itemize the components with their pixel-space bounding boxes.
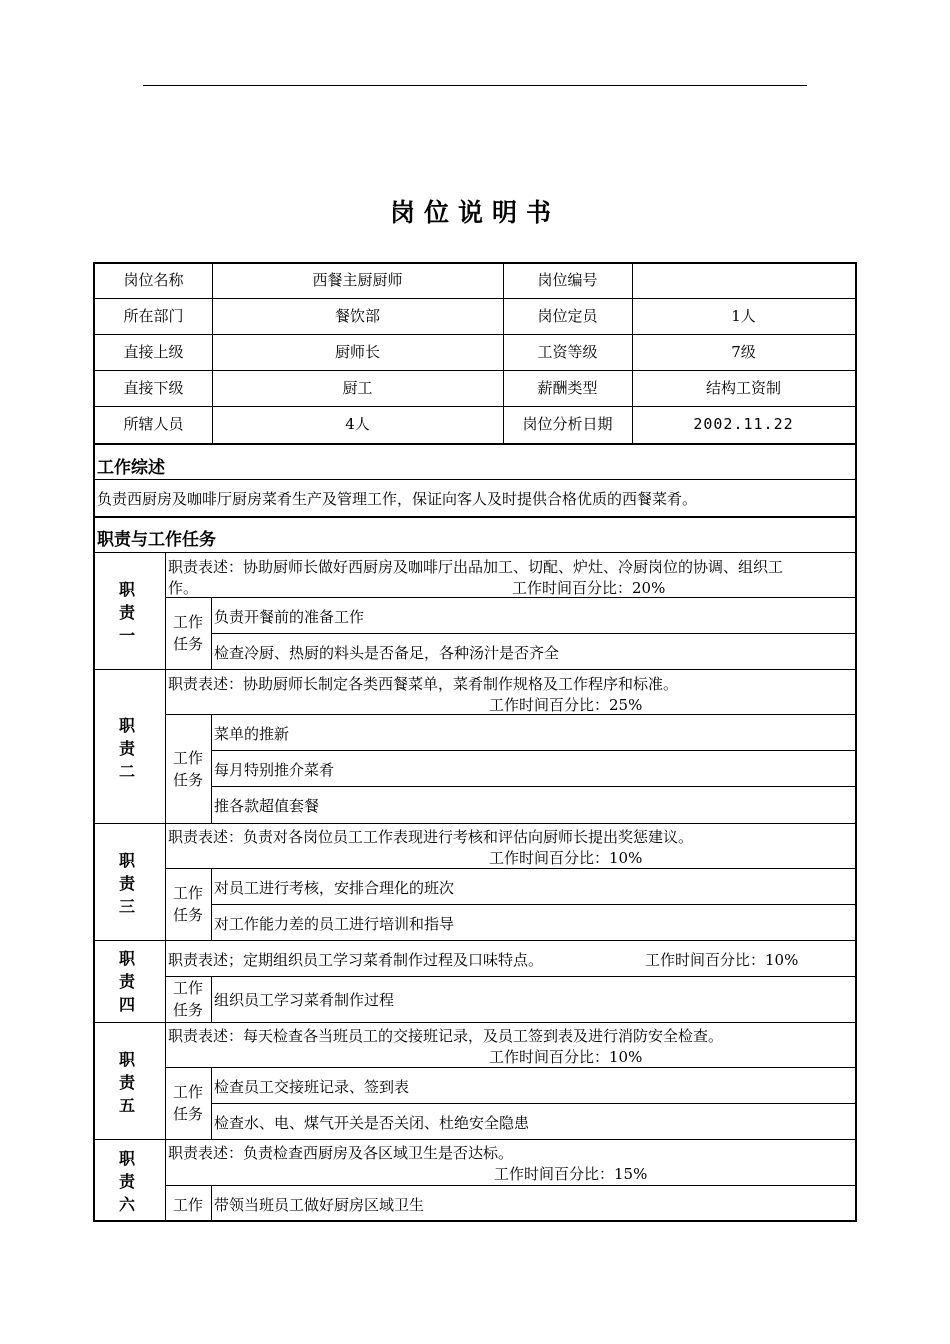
label-analysis-date: 岗位分析日期 (522, 415, 613, 433)
duty-5-task-1: 检查员工交接班记录、签到表 (214, 1078, 410, 1096)
duties-heading: 职责与工作任务 (97, 530, 216, 550)
duty-5-task-label (166, 1081, 210, 1125)
label-direct-superior: 直接上级 (123, 343, 184, 361)
duty-2-desc: 职责表述：协助厨师长制定各类西餐菜单，菜肴制作规格及工作程序和标准。 (168, 675, 679, 693)
duty-5-percent: 工作时间百分比：10% (489, 1048, 643, 1066)
col-divider (211, 1185, 212, 1222)
task-label-text: 工作任务 (173, 613, 204, 653)
row-divider (93, 823, 857, 824)
duty-2-task-3: 推各款超值套餐 (214, 797, 320, 815)
label-staff-managed: 所辖人员 (123, 415, 184, 433)
duty-6-task-label: 工作 (173, 1196, 204, 1214)
row-divider (93, 443, 857, 445)
label-direct-subordinate: 直接下级 (123, 379, 184, 397)
duty-3-task-1: 对员工进行考核，安排合理化的班次 (214, 879, 455, 897)
value-salary-grade: 7级 (731, 343, 756, 361)
duty-5-label-text: 职责五 (119, 1050, 136, 1115)
page-title: 岗位说明书 (389, 198, 560, 227)
duty-5-desc: 职责表述：每天检查各当班员工的交接班记录，及员工签到表及进行消防安全检查。 (168, 1027, 724, 1045)
duty-6-label-text: 职责六 (119, 1149, 136, 1214)
duty-2-label-text: 职责二 (119, 716, 136, 781)
duty-4-label (97, 947, 157, 1016)
duty-3-desc: 职责表述：负责对各岗位员工工作表现进行考核和评估向厨师长提出奖惩建议。 (168, 828, 694, 846)
header-rule (143, 85, 807, 86)
duty-5-label (97, 1048, 157, 1117)
row-divider (211, 786, 857, 787)
summary-heading: 工作综述 (97, 458, 165, 478)
row-divider (93, 479, 857, 480)
row-divider (211, 633, 857, 634)
row-divider (93, 1022, 857, 1023)
row-divider (165, 976, 857, 977)
duty-2-task-label (166, 747, 210, 791)
duty-1-task-1: 负责开餐前的准备工作 (214, 608, 365, 626)
duty-2-label (97, 714, 157, 783)
row-divider (165, 597, 857, 598)
row-divider (93, 1139, 857, 1140)
duty-2-task-1: 菜单的推新 (214, 725, 290, 743)
task-label-text: 工作任务 (173, 1083, 204, 1123)
task-label-text: 工作任务 (173, 979, 204, 1019)
row-divider (93, 552, 857, 553)
row-divider (93, 516, 857, 518)
value-pay-type: 结构工资制 (705, 379, 781, 397)
duty-4-percent: 工作时间百分比：10% (645, 951, 799, 969)
row-divider (93, 940, 857, 941)
row-divider (93, 669, 857, 670)
duty-6-label (97, 1147, 157, 1216)
row-divider (165, 714, 857, 715)
duty-1-task-2: 检查冷厨、热厨的料头是否备足，各种汤汁是否齐全 (214, 644, 560, 662)
row-divider (211, 1103, 857, 1104)
value-department: 餐饮部 (334, 307, 380, 325)
row-divider (165, 1185, 857, 1186)
row-divider (211, 750, 857, 751)
duty-1-label-text: 职责一 (119, 580, 136, 645)
label-position-code: 岗位编号 (537, 271, 598, 289)
label-pay-type: 薪酬类型 (537, 379, 598, 397)
row-divider (165, 868, 857, 869)
value-headcount: 1人 (731, 307, 756, 325)
label-department: 所在部门 (123, 307, 184, 325)
duty-3-label-text: 职责三 (119, 851, 136, 916)
summary-text: 负责西厨房及咖啡厅厨房菜肴生产及管理工作，保证向客人及时提供合格优质的西餐菜肴。 (97, 490, 698, 508)
value-analysis-date: 2002.11.22 (693, 415, 794, 433)
duty-5-task-2: 检查水、电、煤气开关是否关闭、杜绝安全隐患 (214, 1114, 530, 1132)
duty-1-label (97, 578, 157, 647)
duty-4-task-label (166, 977, 210, 1021)
task-label-text: 工作任务 (173, 884, 204, 924)
task-label-text: 工作任务 (173, 749, 204, 789)
duty-3-task-2: 对工作能力差的员工进行培训和指导 (214, 915, 455, 933)
label-headcount: 岗位定员 (537, 307, 598, 325)
duty-4-label-text: 职责四 (119, 949, 136, 1014)
duty-2-task-2: 每月特别推介菜肴 (214, 761, 335, 779)
duty-3-label (97, 849, 157, 918)
value-direct-subordinate: 厨工 (342, 379, 373, 397)
value-position-name: 西餐主厨厨师 (312, 271, 403, 289)
value-staff-managed: 4人 (345, 415, 370, 433)
duty-6-percent: 工作时间百分比：15% (494, 1165, 648, 1183)
duty-1-desc: 职责表述：协助厨师长做好西厨房及咖啡厅出品加工、切配、炉灶、冷厨岗位的协调、组织工 (168, 558, 784, 576)
duty-4-task-1: 组织员工学习菜肴制作过程 (214, 991, 395, 1009)
duty-4-desc: 职责表述；定期组织员工学习菜肴制作过程及口味特点。 (168, 951, 544, 969)
label-salary-grade: 工资等级 (537, 343, 598, 361)
row-divider (211, 904, 857, 905)
row-divider (165, 1067, 857, 1068)
duty-3-percent: 工作时间百分比：10% (489, 849, 643, 867)
label-position-name: 岗位名称 (123, 271, 184, 289)
duty-1-task-label (166, 611, 210, 655)
duty-6-desc: 职责表述：负责检查西厨房及各区域卫生是否达标。 (168, 1144, 514, 1162)
duty-2-percent: 工作时间百分比：25% (489, 696, 643, 714)
value-direct-superior: 厨师长 (334, 343, 380, 361)
col-divider (211, 976, 212, 1022)
duty-6-task-1: 带领当班员工做好厨房区域卫生 (214, 1196, 425, 1214)
duty-1-percent: 工作时间百分比：20% (512, 579, 666, 597)
duty-1-desc-cont: 作。 (168, 579, 199, 597)
duty-3-task-label (166, 882, 210, 926)
col-divider (211, 714, 212, 823)
